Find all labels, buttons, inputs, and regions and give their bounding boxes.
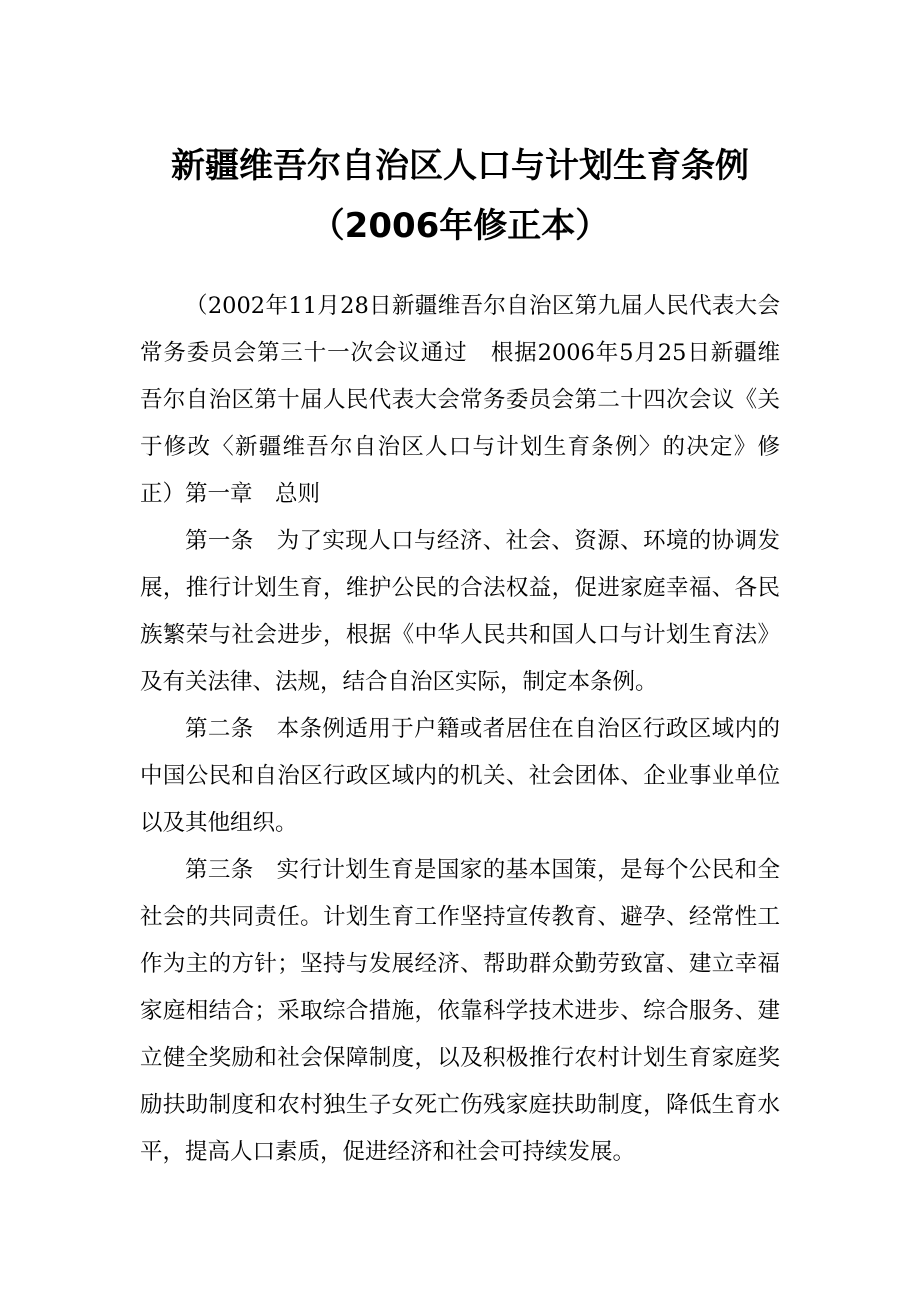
article-1 (140, 518, 780, 706)
article-number: 第一条 (185, 528, 254, 554)
article-text: 为了实现人口与经济、社会、资源、环境的协调发展，推行计划生育，维护公民的合法权益，促进家庭幸福、各民族繁荣与社会进步，根据《中华人民共和国人口与计划生育法》及有关法律、法规，结合自治区实际，制定本条例。 (140, 528, 780, 695)
document-title: 新疆维吾尔自治区人口与计划生育条例 (171, 146, 749, 186)
chapter-heading (140, 471, 780, 518)
chapter-number: 第一章 (185, 481, 253, 507)
article-number: 第三条 (185, 857, 254, 883)
article-2 (140, 706, 780, 847)
document-subtitle: （2006年修正本） (310, 206, 610, 246)
article-text: 本条例适用于户籍或者居住在自治区行政区域内的中国公民和自治区行政区域内的机关、社会团体、企业事业单位以及其他组织。 (140, 716, 780, 836)
article-number: 第二条 (185, 716, 254, 742)
article-text: 实行计划生育是国家的基本国策，是每个公民和全社会的共同责任。计划生育工作坚持宣传教育、避孕、经常性工作为主的方针；坚持与发展经济、帮助群众勤劳致富、建立幸福家庭相结合；采取综合措施，依靠科学技术进步、综合服务、建立健全奖励和社会保障制度，以及积极推行农村计划生育家庭奖励扶助制度和农村独生子女死亡伤残家庭扶助制度，降低生育水平，提高人口素质，促进经济和社会可持续发展。 (140, 857, 780, 1165)
article-3 (140, 847, 780, 1176)
chapter-title: 总则 (275, 481, 321, 507)
adoption-note: （2002年11月28日新疆维吾尔自治区第九届人民代表大会常务委员会第三十一次会议通过 根据2006年5月25日新疆维吾尔自治区第十届人民代表大会常务委员会第二十四次会议《关于修改〈新疆维吾尔自治区人口与计划生育条例〉的决定》修正） (140, 293, 780, 507)
